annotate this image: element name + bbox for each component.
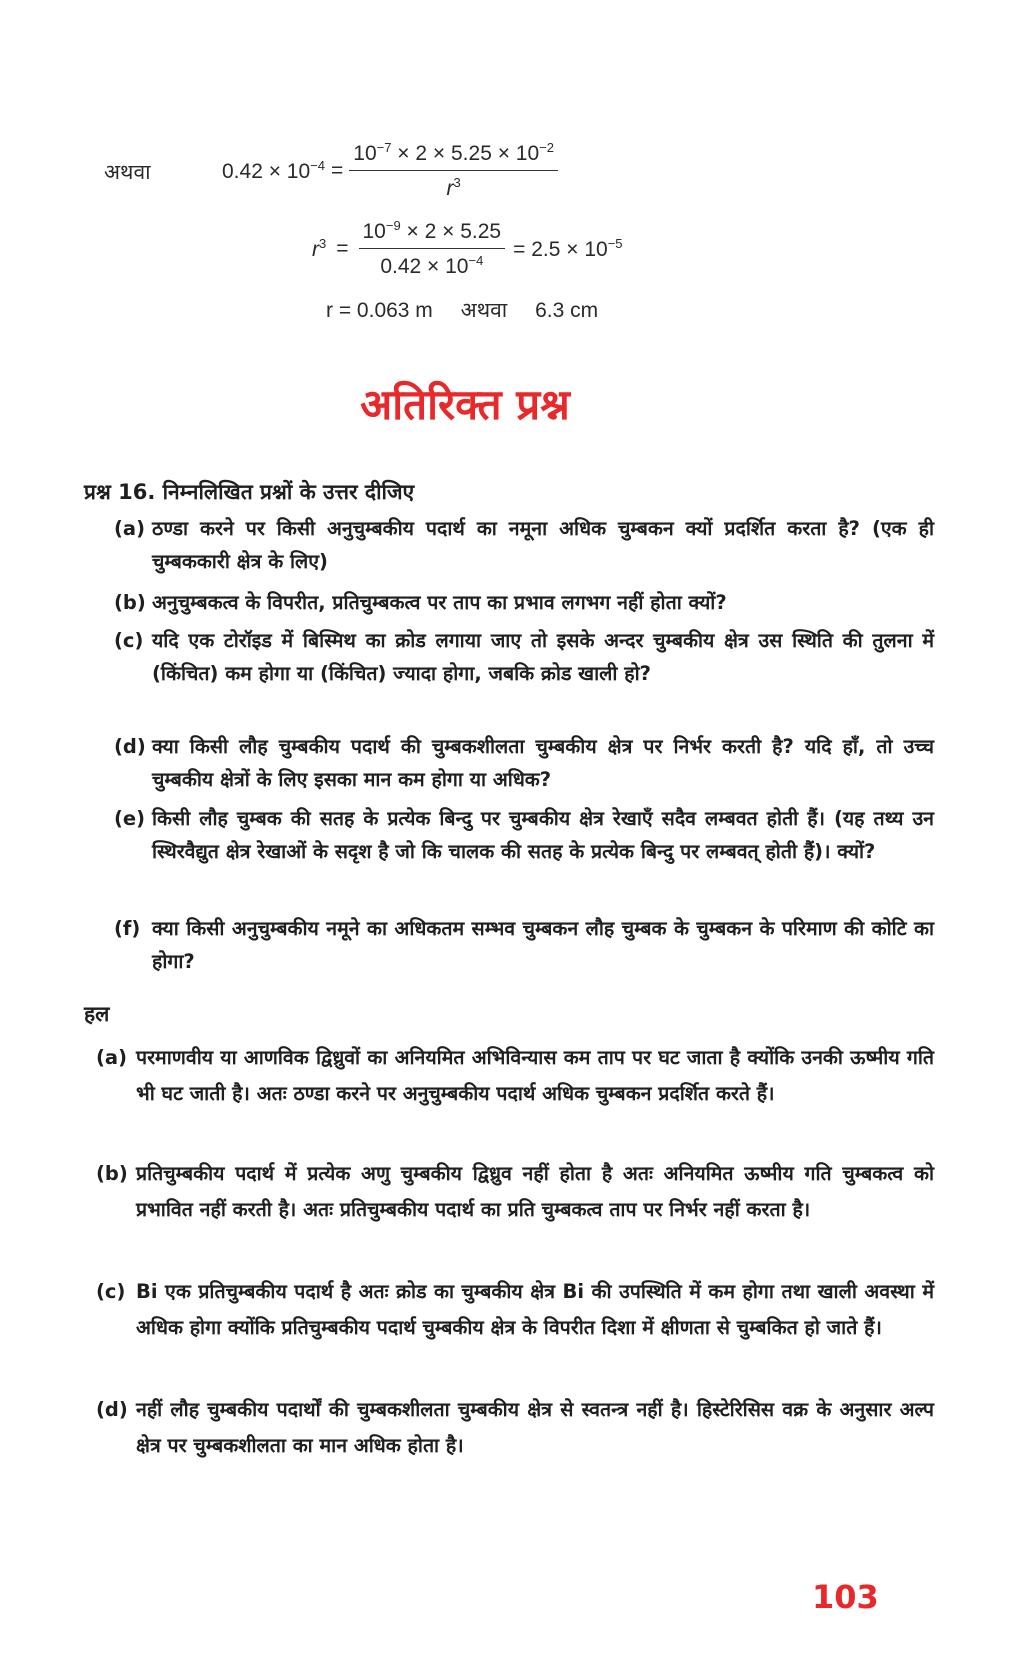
question-item-a — [114, 512, 934, 578]
eq1-numerator: $10^{-7} \times 2 \times 5.25 \times 10^{-2}$ — [349, 140, 558, 171]
athva-label-2: अथवा — [460, 299, 508, 322]
question-text: ठण्डा करने पर किसी अनुचुम्बकीय पदार्थ का नमूना अधिक चुम्बकन क्यों प्रदर्शित करता है? (एक ही चुम्बककारी क्षेत्र के लिए) — [152, 517, 934, 573]
eq1-fraction — [349, 140, 558, 201]
eq2-rhs: = $2.5 \times 10^{-5}$ — [513, 235, 623, 261]
answer-text: Bi एक प्रतिचुम्बकीय पदार्थ है अतः क्रोड का चुम्बकीय क्षेत्र Bi की उपस्थिति में कम होगा तथा खाली अवस्था में अधिक होगा क्योंकि प्रतिचुम्बकीय पदार्थ चुम्बकीय क्षेत्र के विपरीत दिशा में क्षीणता से चुम्बकित हो जाते हैं। — [136, 1280, 934, 1339]
question-text: क्या किसी लौह चुम्बकीय पदार्थ की चुम्बकशीलता चुम्बकीय क्षेत्र पर निर्भर करती है? यदि हाँ, तो उच्च चुम्बकीय क्षेत्रों के लिए इसका मान कम होगा या अधिक? — [152, 735, 934, 791]
answer-item-d — [96, 1392, 934, 1464]
eq2-denominator: $0.42 \times 10^{-4}$ — [380, 253, 484, 278]
question-label: (f) — [114, 917, 141, 940]
answer-item-c — [96, 1274, 934, 1346]
question-label: (d) — [114, 735, 146, 758]
equation-2 — [312, 218, 623, 279]
question-label: (c) — [114, 629, 144, 652]
question-item-e — [114, 802, 934, 868]
question-text: किसी लौह चुम्बक की सतह के प्रत्येक बिन्दु पर चुम्बकीय क्षेत्र रेखाएँ सदैव लम्बवत होती हैं। (यह तथ्य उन स्थिरवैद्युत क्षेत्र रेखाओं के सदृश है जो कि चालक की सतह के प्रत्येक बिन्दु पर लम्बवत् होती हैं)। क्यों? — [152, 807, 934, 863]
eq1-lhs: $0.42 \times 10^{-4}$ — [222, 157, 325, 183]
question-item-b — [114, 586, 934, 619]
question-label: (e) — [114, 807, 146, 830]
question-heading: प्रश्न 16. निम्नलिखित प्रश्नों के उत्तर दीजिए — [84, 480, 415, 504]
answer-text: परमाणवीय या आणविक द्विध्रुवों का अनियमित अभिविन्यास कम ताप पर घट जाता है क्योंकि उनकी ऊष्मीय गति भी घट जाती है। अतः ठण्डा करने पर अनुचुम्बकीय पदार्थ अधिक चुम्बकन प्रदर्शित करते हैं। — [136, 1046, 934, 1105]
answer-text: प्रतिचुम्बकीय पदार्थ में प्रत्येक अणु चुम्बकीय द्विध्रुव नहीं होता है अतः अनियमित ऊष्मीय गति चुम्बकत्व को प्रभावित नहीं करती है। अतः प्रतिचुम्बकीय पदार्थ का प्रति चुम्बकत्व ताप पर निर्भर नहीं करता है। — [136, 1162, 934, 1221]
equation-3 — [326, 296, 598, 324]
answer-item-b — [96, 1156, 934, 1228]
page-number: 103 — [812, 1578, 879, 1616]
question-label: (a) — [114, 517, 145, 540]
athva-label-1: अथवा — [104, 161, 151, 184]
question-item-d — [114, 730, 934, 796]
equation-1 — [222, 140, 558, 201]
eq2-numerator: $10^{-9} \times 2 \times 5.25$ — [359, 218, 506, 249]
question-text: यदि एक टोरॉइड में बिस्मिथ का क्रोड लगाया जाए तो इसके अन्दर चुम्बकीय क्षेत्र उस स्थिति की तुलना में (किंचित) कम होगा या (किंचित) ज्यादा होगा, जबकि क्रोड खाली हो? — [152, 629, 934, 685]
eq2-lhs: $r^3$ — [312, 235, 327, 261]
eq1-equals: = — [331, 158, 344, 182]
eq2-fraction — [359, 218, 506, 279]
solution-heading: हल — [84, 1002, 110, 1026]
eq3-lhs: r = 0.063 m — [326, 299, 433, 322]
eq2-equals: = — [336, 236, 349, 260]
eq3-rhs: 6.3 cm — [535, 299, 599, 322]
answer-text: नहीं लौह चुम्बकीय पदार्थों की चुम्बकशीलता चुम्बकीय क्षेत्र से स्वतन्त्र नहीं है। हिस्टेरिसिस वक्र के अनुसार अल्प क्षेत्र पर चुम्बकशीलता का मान अधिक होता है। — [136, 1398, 934, 1457]
section-heading: अतिरिक्त प्रश्न — [360, 380, 570, 429]
answer-label: (a) — [96, 1046, 127, 1069]
answer-label: (d) — [96, 1398, 128, 1421]
question-text: अनुचुम्बकत्व के विपरीत, प्रतिचुम्बकत्व पर ताप का प्रभाव लगभग नहीं होता क्यों? — [152, 591, 727, 614]
question-item-c — [114, 624, 934, 690]
answer-item-a — [96, 1040, 934, 1112]
answer-label: (c) — [96, 1280, 126, 1303]
eq1-denominator: $r^3$ — [446, 175, 461, 200]
question-label: (b) — [114, 591, 146, 614]
question-item-f — [114, 912, 934, 978]
answer-label: (b) — [96, 1162, 128, 1185]
question-text: क्या किसी अनुचुम्बकीय नमूने का अधिकतम सम्भव चुम्बकन लौह चुम्बक के चुम्बकन के परिमाण की कोटि का होगा? — [152, 917, 934, 973]
